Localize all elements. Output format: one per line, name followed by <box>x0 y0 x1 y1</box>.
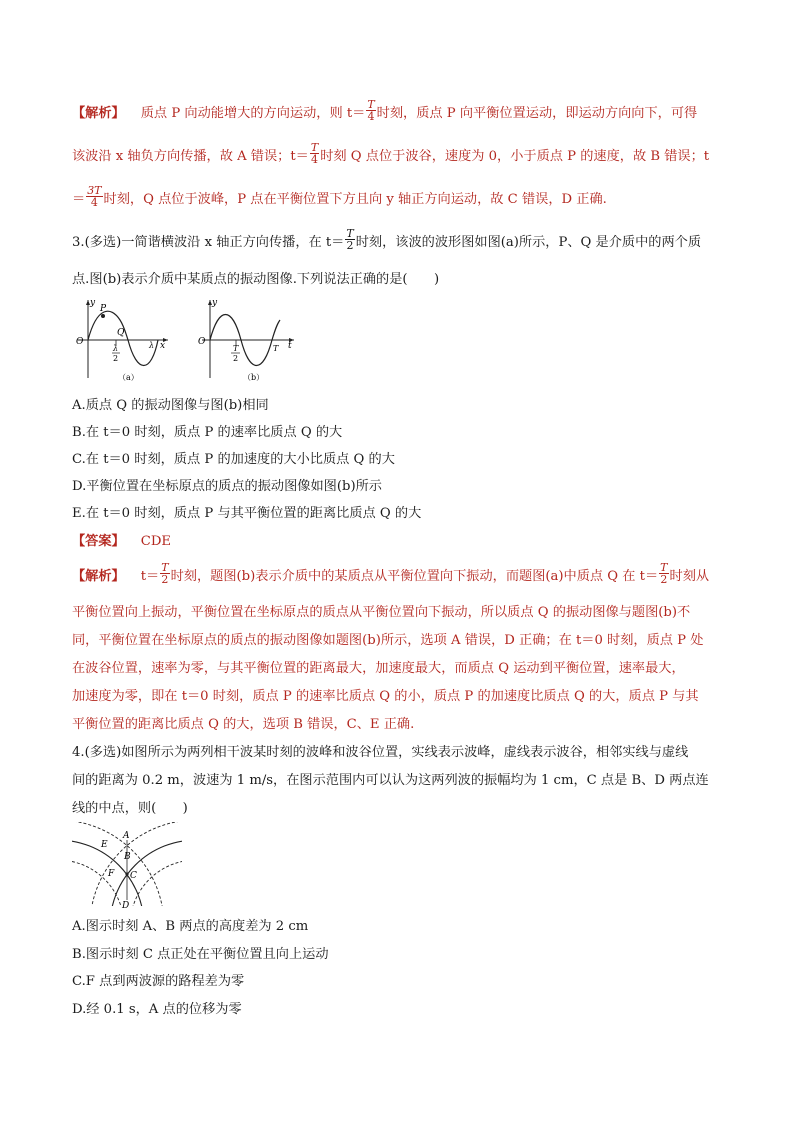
fig-point-c-label: C <box>130 871 137 881</box>
q3-option-c: C.在 t＝0 时刻，质点 P 的加速度的大小比质点 Q 的大 <box>72 452 395 467</box>
answer-tag: 【答案】 <box>72 534 125 549</box>
fig-b-origin-label: O <box>198 337 206 347</box>
q3-analysis-line-2: 平衡位置向上振动，平衡位置在坐标原点的质点从平衡位置向下振动，所以质点 Q 的振动图像与题图(b)不 <box>72 605 691 620</box>
figure-b-vibration-graph <box>196 296 300 388</box>
figure-interference-pattern <box>72 822 182 910</box>
q3-answer <box>72 527 724 556</box>
fraction: $\frac{T}{4}$ <box>310 141 319 166</box>
fraction: $\frac{T}{4}$ <box>367 98 375 123</box>
fig-b-half-t-num: T <box>233 344 239 353</box>
q3-option-a: A.质点 Q 的振动图像与图(b)相同 <box>72 398 269 413</box>
fig-a-y-label: y <box>90 298 96 308</box>
q3-analysis-line-1: 【解析】 t＝ $\frac{T}{2}$ 时刻，题图(b)表示介质中的某质点从平衡位置向下振动，而题图(a)中质点 Q 在 t＝ $\frac{T}{2}$ 时刻从 <box>72 561 710 586</box>
fig-a-p-label: P <box>100 304 107 314</box>
point-p-dot <box>101 314 105 318</box>
q3-option-e: E.在 t＝0 时刻，质点 P 与其平衡位置的距离比质点 Q 的大 <box>72 506 422 521</box>
fig-b-half-t-den: 2 <box>233 354 239 363</box>
fraction: $\frac{T}{2}$ <box>660 561 668 586</box>
q4-stem-line-3: 线的中点，则( ) <box>72 801 188 816</box>
q3-analysis-line-4: 在波谷位置，速率为零，与其平衡位置的距离最大，加速度最大，而质点 Q 运动到平衡位置，速率最大， <box>72 661 685 676</box>
q3-option-d: D.平衡位置在坐标原点的质点的振动图像如图(b)所示 <box>72 479 382 494</box>
answer-value: CDE <box>140 534 172 549</box>
fig-b-t-full-label: T <box>273 344 279 353</box>
q4-stem-line-2: 间的距离为 0.2 m，波速为 1 m/s，在图示范围内可以认为这两列波的振幅均为 1 cm，C 点是 B、D 两点连 <box>72 773 709 788</box>
q4-option-d: D.经 0.1 s，A 点的位移为零 <box>72 1002 242 1017</box>
fig-b-y-label: y <box>212 298 218 308</box>
fig-a-origin-label: O <box>76 337 84 347</box>
fraction: $\frac{3T}{4}$ <box>87 184 102 209</box>
analysis-tag: 【解析】 <box>72 106 125 121</box>
fig-point-d-label: D <box>122 901 130 910</box>
q3-analysis-line-3: 同，平衡位置在坐标原点的质点的振动图像如题图(b)所示，选项 A 错误，D 正确；在 t＝0 时刻，质点 P 处 <box>72 633 704 648</box>
fig-point-e-label: E <box>101 840 108 850</box>
q4-option-b: B.图示时刻 C 点正处在平衡位置且向上运动 <box>72 947 329 962</box>
q3-option-b: B.在 t＝0 时刻，质点 P 的速率比质点 Q 的大 <box>72 425 343 440</box>
fig-point-f-label: F <box>108 869 115 879</box>
fig-b-t-label: t <box>288 341 292 351</box>
fig-a-q-label: Q <box>117 328 125 338</box>
fig-a-half-lambda-num: λ <box>113 344 119 353</box>
fig-b-caption: （b） <box>243 373 265 382</box>
point-c-dot <box>125 872 128 875</box>
q3-stem-line-1: 3.(多选)一简谐横波沿 x 轴正方向传播，在 t＝ $\frac{T}{2}$ 时刻，该波的波形图如图(a)所示，P、Q 是介质中的两个质 <box>72 227 702 252</box>
fig-a-half-lambda-den: 2 <box>113 354 119 363</box>
q3-analysis-line-5: 加速度为零，即在 t＝0 时刻，质点 P 的速率比质点 Q 的小，质点 P 的加速度比质点 Q 的大，质点 P 与其 <box>72 689 699 704</box>
analysis-line-3: ＝ $\frac{3T}{4}$ 时刻，Q 点位于波峰，P 点在平衡位置下方且向 y 轴正方向运动，故 C 错误，D 正确. <box>72 184 607 209</box>
q3-stem-line-2: 点.图(b)表示介质中某质点的振动图像.下列说法正确的是( ) <box>72 272 440 287</box>
fraction: $\frac{T}{2}$ <box>346 227 354 252</box>
q4-option-c: C.F 点到两波源的路程差为零 <box>72 974 245 989</box>
q4-option-a: A.图示时刻 A、B 两点的高度差为 2 cm <box>72 919 309 934</box>
fig-a-x-label: x <box>160 341 166 351</box>
analysis-line-2: 该波沿 x 轴负方向传播，故 A 错误；t＝ $\frac{T}{4}$ 时刻 Q 点位于波谷，速度为 0，小于质点 P 的速度，故 B 错误；t <box>72 141 710 166</box>
analysis-tag: 【解析】 <box>72 569 125 584</box>
q4-stem-line-1: 4.(多选)如图所示为两列相干波某时刻的波峰和波谷位置，实线表示波峰，虚线表示波谷，相邻实线与虚线 <box>72 745 689 760</box>
q3-analysis-line-6: 平衡位置的距离比质点 Q 的大，选项 B 错误，C、E 正确. <box>72 717 415 732</box>
figure-a-wave-graph <box>72 296 172 388</box>
fig-a-caption: （a） <box>118 373 139 382</box>
fig-point-b-label: B <box>124 852 131 862</box>
fraction: $\frac{T}{2}$ <box>161 561 169 586</box>
analysis-line-1: 【解析】 质点 P 向动能增大的方向运动，则 t＝ $\frac{T}{4}$ 时刻，质点 P 向平衡位置运动，即运动方向向下，可得 <box>72 98 698 123</box>
fig-point-a-label: A <box>123 831 130 841</box>
fig-a-lambda-label: λ <box>149 341 155 350</box>
